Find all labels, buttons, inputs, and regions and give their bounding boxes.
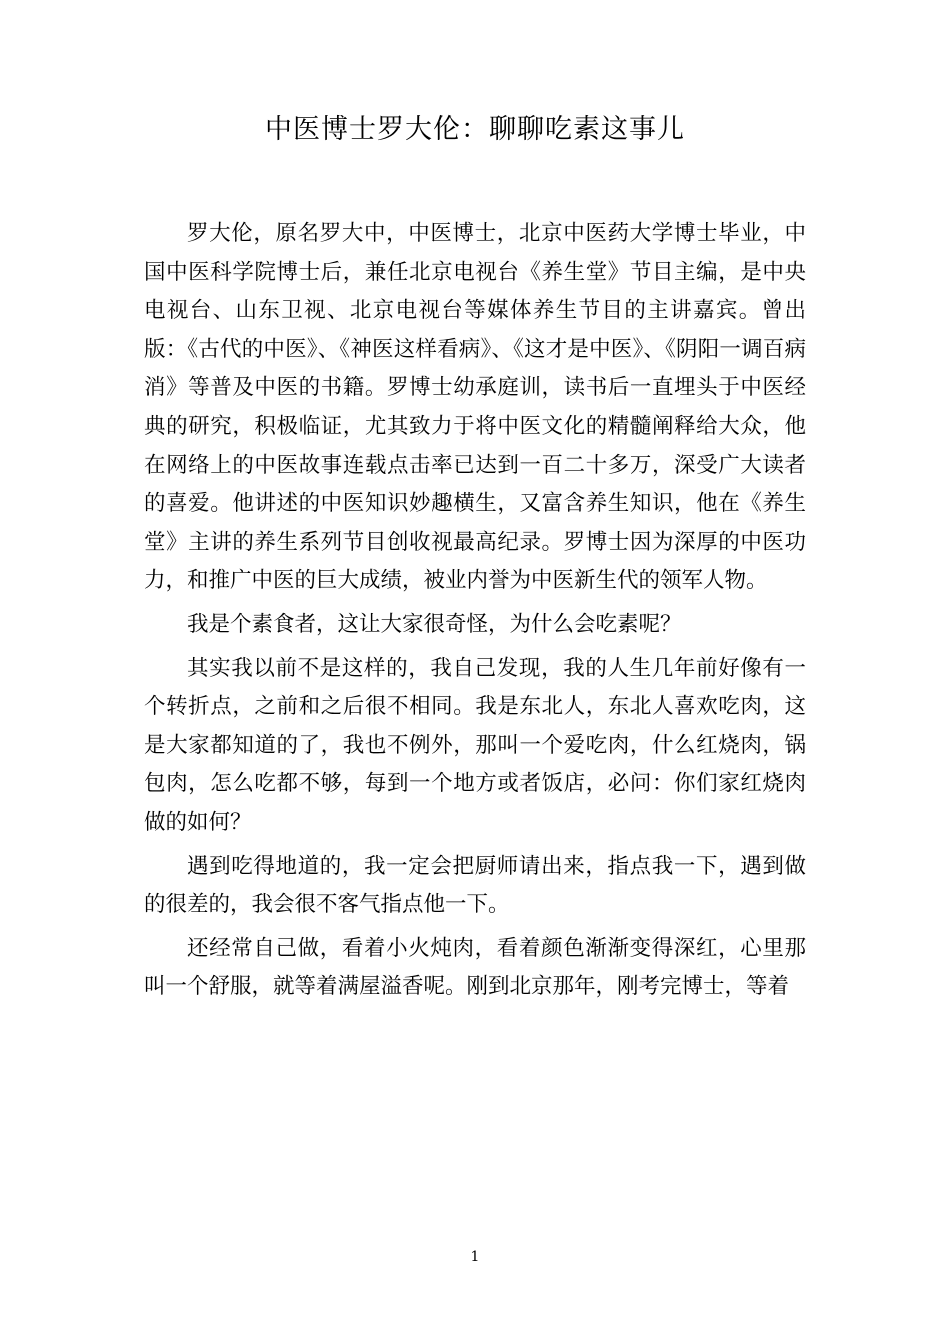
document-body: [144, 215, 806, 1012]
paragraph-chef: 遇到吃得地道的，我一定会把厨师请出来，指点我一下，遇到做的很差的，我会很不客气指点他一下。: [144, 853, 806, 918]
paragraph-vegetarian-question: 我是个素食者，这让大家很奇怪，为什么会吃素呢？: [187, 611, 682, 637]
paragraph-cooking: 还经常自己做，看着小火炖肉，看着颜色渐渐变得深红，心里那叫一个舒服，就等着满屋溢香呢。刚到北京那年，刚考完博士，等着: [144, 935, 806, 1000]
page-number: 1: [470, 1249, 480, 1265]
document-title: 中医博士罗大伦：聊聊吃素这事儿: [265, 114, 685, 145]
paragraph-author-bio: 罗大伦，原名罗大中，中医博士，北京中医药大学博士毕业，中国中医科学院博士后，兼任北京电视台《养生堂》节目主编，是中央电视台、山东卫视、北京电视台等媒体养生节目的主讲嘉宾。曾出版：《古代的中医》、《神医这样看病》、《这才是中医》、《阴阳一调百病消》等普及中医的书籍。罗博士幼承庭训，读书后一直埋头于中医经典的研究，积极临证，尤其致力于将中医文化的精髓阐释给大众，他在网络上的中医故事连载点击率已达到一百二十多万，深受广大读者的喜爱。他讲述的中医知识妙趣横生，又富含养生知识，他在《养生堂》主讲的养生系列节目创收视最高纪录。罗博士因为深厚的中医功力，和推广中医的巨大成绩，被业内誉为中医新生代的领军人物。: [144, 221, 806, 594]
paragraph-turning-point: 其实我以前不是这样的，我自己发现，我的人生几年前好像有一个转折点，之前和之后很不相同。我是东北人，东北人喜欢吃肉，这是大家都知道的了，我也不例外，那叫一个爱吃肉，什么红烧肉，锅包肉，怎么吃都不够，每到一个地方或者饭店，必问：你们家红烧肉做的如何？: [144, 655, 806, 835]
